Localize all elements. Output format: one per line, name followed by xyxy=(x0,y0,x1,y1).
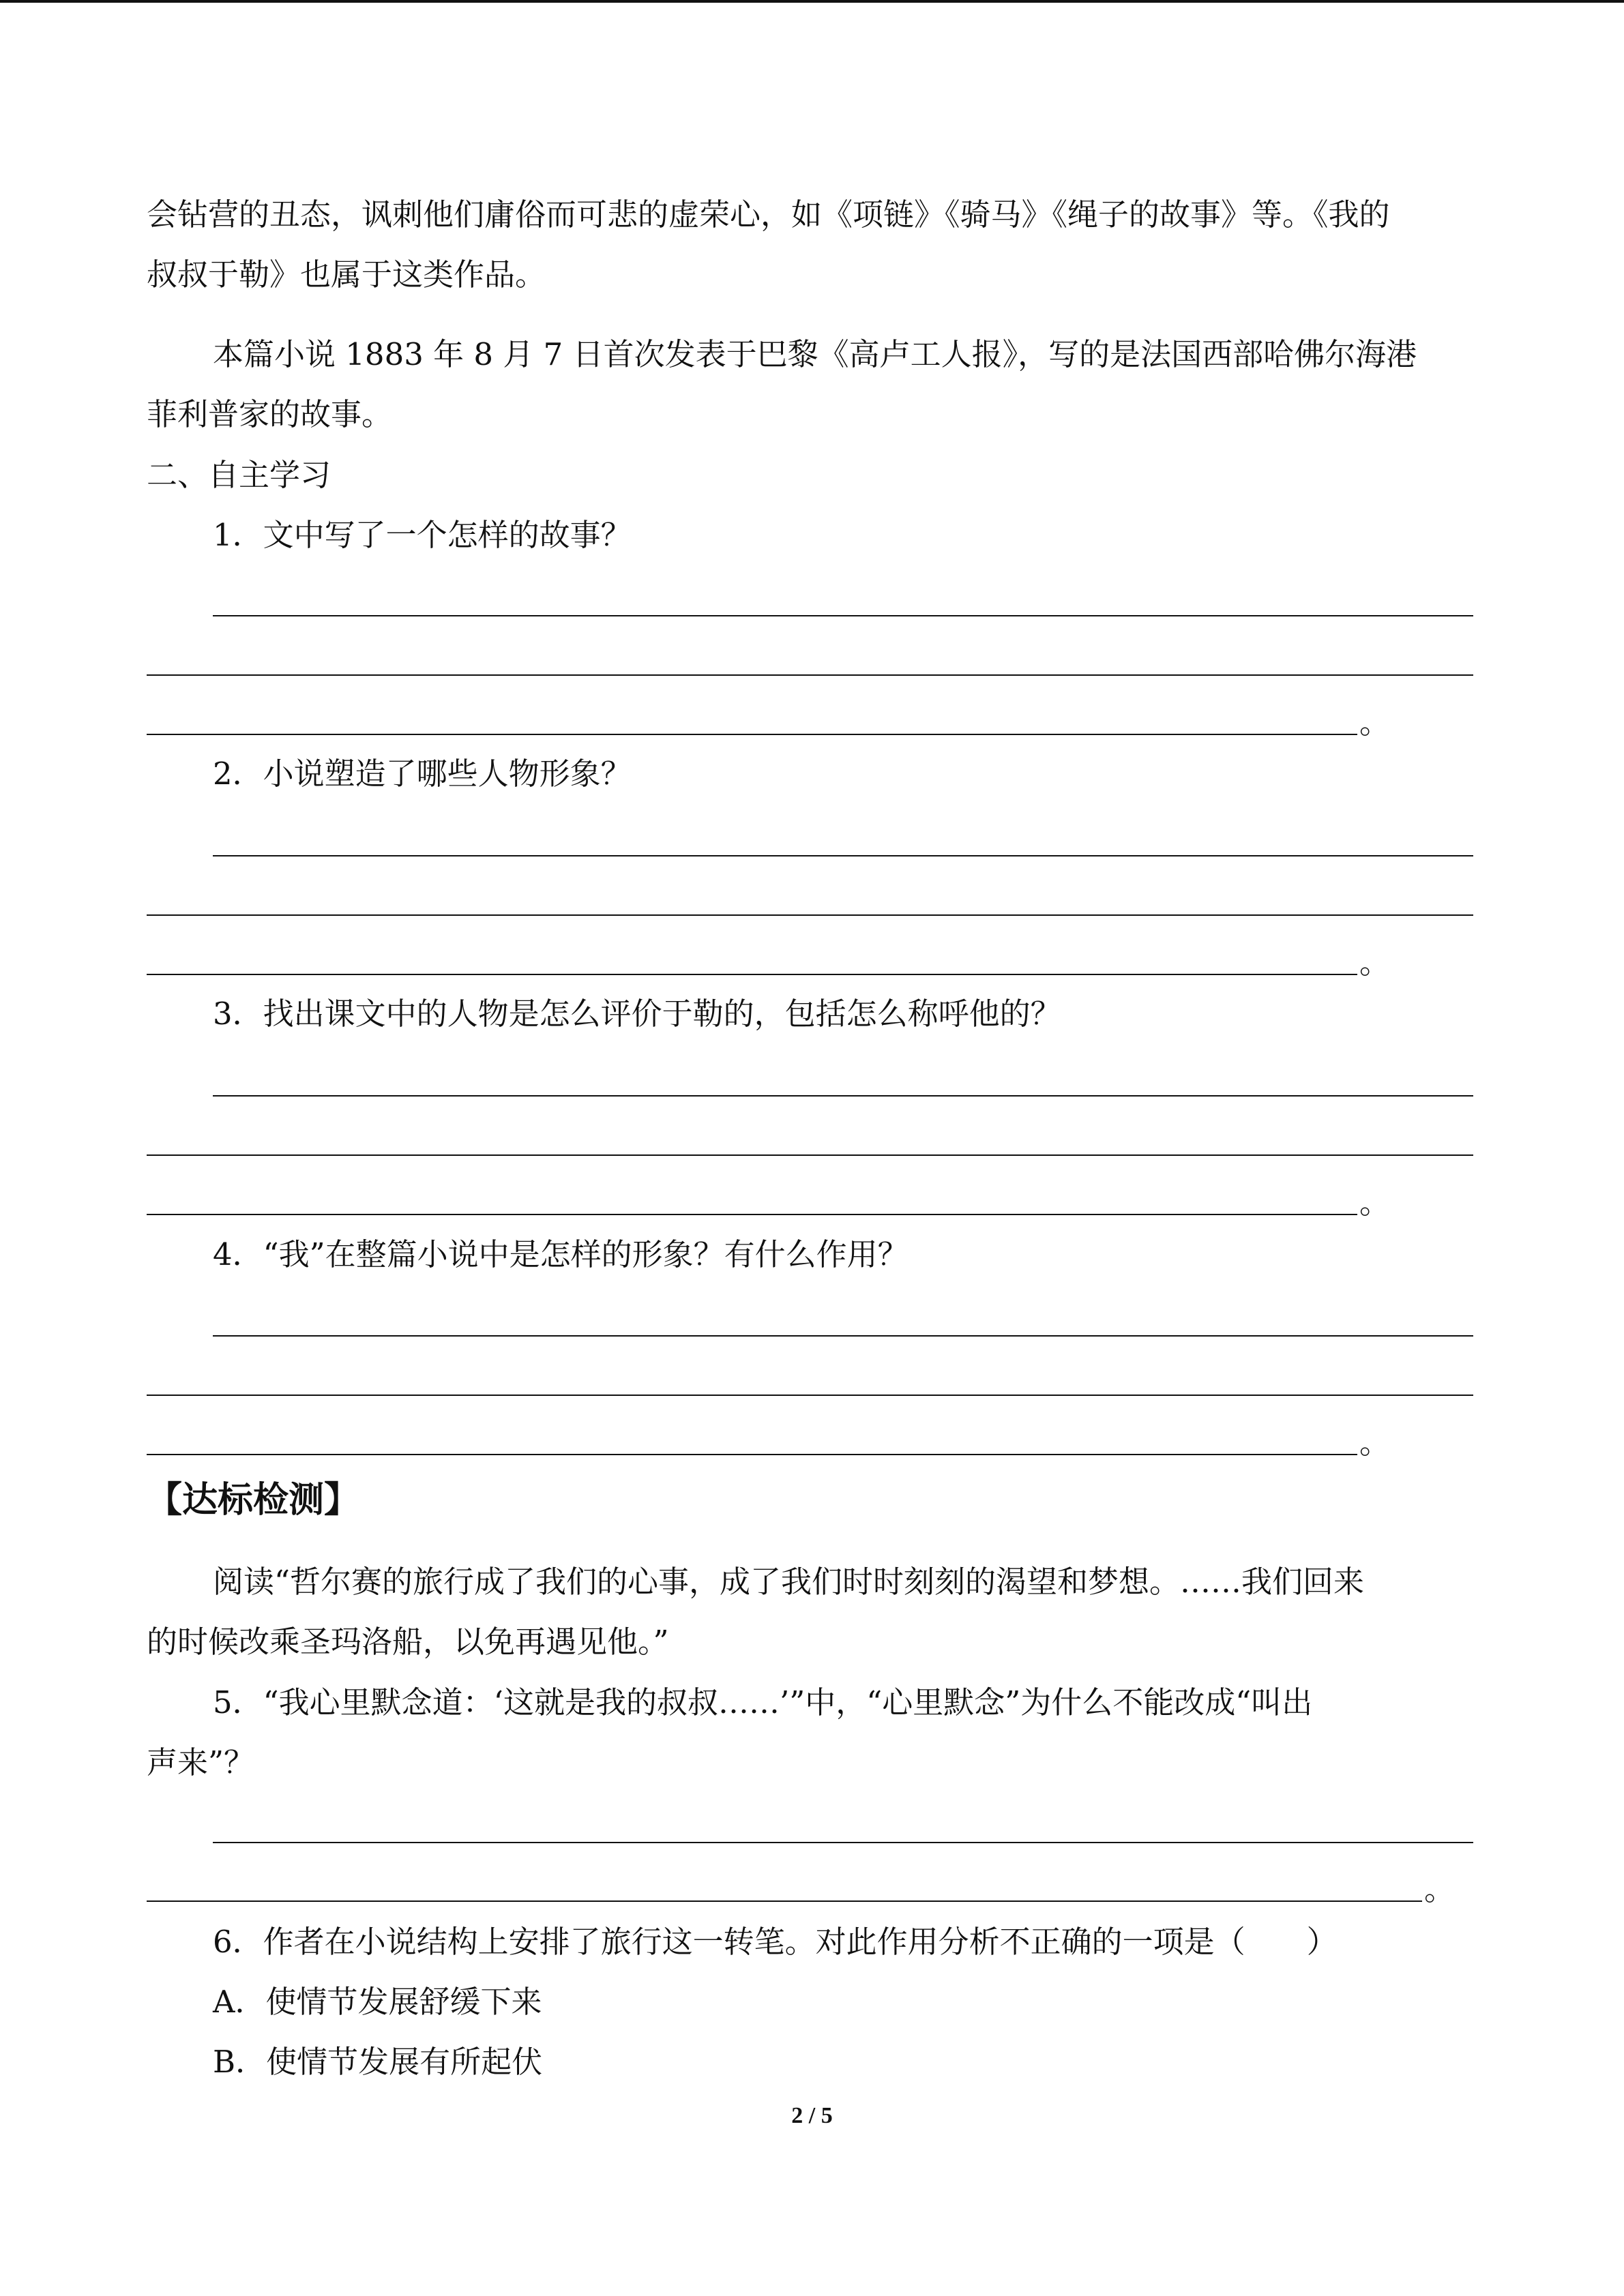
end-period: 。 xyxy=(1359,704,1391,741)
answer-line[interactable] xyxy=(213,1842,1473,1843)
reading-line-1: 阅读“哲尔赛的旅行成了我们的心事，成了我们时时刻刻的渴望和梦想。……我们回来 xyxy=(213,1564,1365,1600)
answer-line[interactable] xyxy=(147,734,1357,735)
answer-line[interactable] xyxy=(213,1095,1473,1097)
reading-line-2: 的时候改乘圣玛洛船，以免再遇见他。” xyxy=(147,1624,669,1660)
answer-line[interactable] xyxy=(147,974,1357,975)
answer-line[interactable] xyxy=(213,855,1473,856)
answer-line[interactable] xyxy=(147,1395,1473,1396)
question-5-line-2: 声来”？ xyxy=(147,1744,255,1780)
end-period: 。 xyxy=(1359,944,1391,981)
end-period: 。 xyxy=(1424,1871,1456,1907)
question-1: 1．文中写了一个怎样的故事？ xyxy=(213,517,632,553)
answer-line[interactable] xyxy=(147,674,1473,676)
question-4: 4．“我”在整篇小说中是怎样的形象？有什么作用？ xyxy=(213,1236,909,1272)
top-border xyxy=(0,0,1624,3)
question-3: 3．找出课文中的人物是怎么评价于勒的，包括怎么称呼他的？ xyxy=(213,996,1061,1032)
intro-line-2: 叔叔于勒》也属于这类作品。 xyxy=(147,256,546,293)
section-title: 二、自主学习 xyxy=(147,457,331,493)
option-a: A．使情节发展舒缓下来 xyxy=(213,1984,542,2020)
answer-line[interactable] xyxy=(147,1454,1357,1455)
question-6: 6．作者在小说结构上安排了旅行这一转笔。对此作用分析不正确的一项是（ ） xyxy=(213,1924,1338,1960)
test-heading: 【达标检测】 xyxy=(147,1480,360,1521)
answer-line[interactable] xyxy=(213,615,1473,616)
answer-line[interactable] xyxy=(147,1900,1422,1902)
answer-line[interactable] xyxy=(147,1214,1357,1215)
intro-line-3: 本篇小说 1883 年 8 月 7 日首次发表于巴黎《高卢工人报》，写的是法国西部哈佛尔海港 xyxy=(213,336,1417,372)
answer-line[interactable] xyxy=(147,1154,1473,1156)
end-period: 。 xyxy=(1359,1425,1391,1461)
intro-line-1: 会钻营的丑态，讽刺他们庸俗而可悲的虚荣心，如《项链》《骑马》《绳子的故事》等。《我的 xyxy=(147,196,1390,233)
option-b: B．使情节发展有所起伏 xyxy=(213,2044,543,2080)
answer-line[interactable] xyxy=(147,914,1473,916)
intro-line-4: 菲利普家的故事。 xyxy=(147,396,393,432)
answer-line[interactable] xyxy=(213,1335,1473,1337)
question-5-line-1: 5．“我心里默念道：‘这就是我的叔叔……’”中，“心里默念”为什么不能改成“叫出 xyxy=(213,1684,1313,1720)
page-indicator: 2 / 5 xyxy=(791,2103,833,2128)
question-2: 2．小说塑造了哪些人物形象？ xyxy=(213,756,632,792)
end-period: 。 xyxy=(1359,1184,1391,1221)
